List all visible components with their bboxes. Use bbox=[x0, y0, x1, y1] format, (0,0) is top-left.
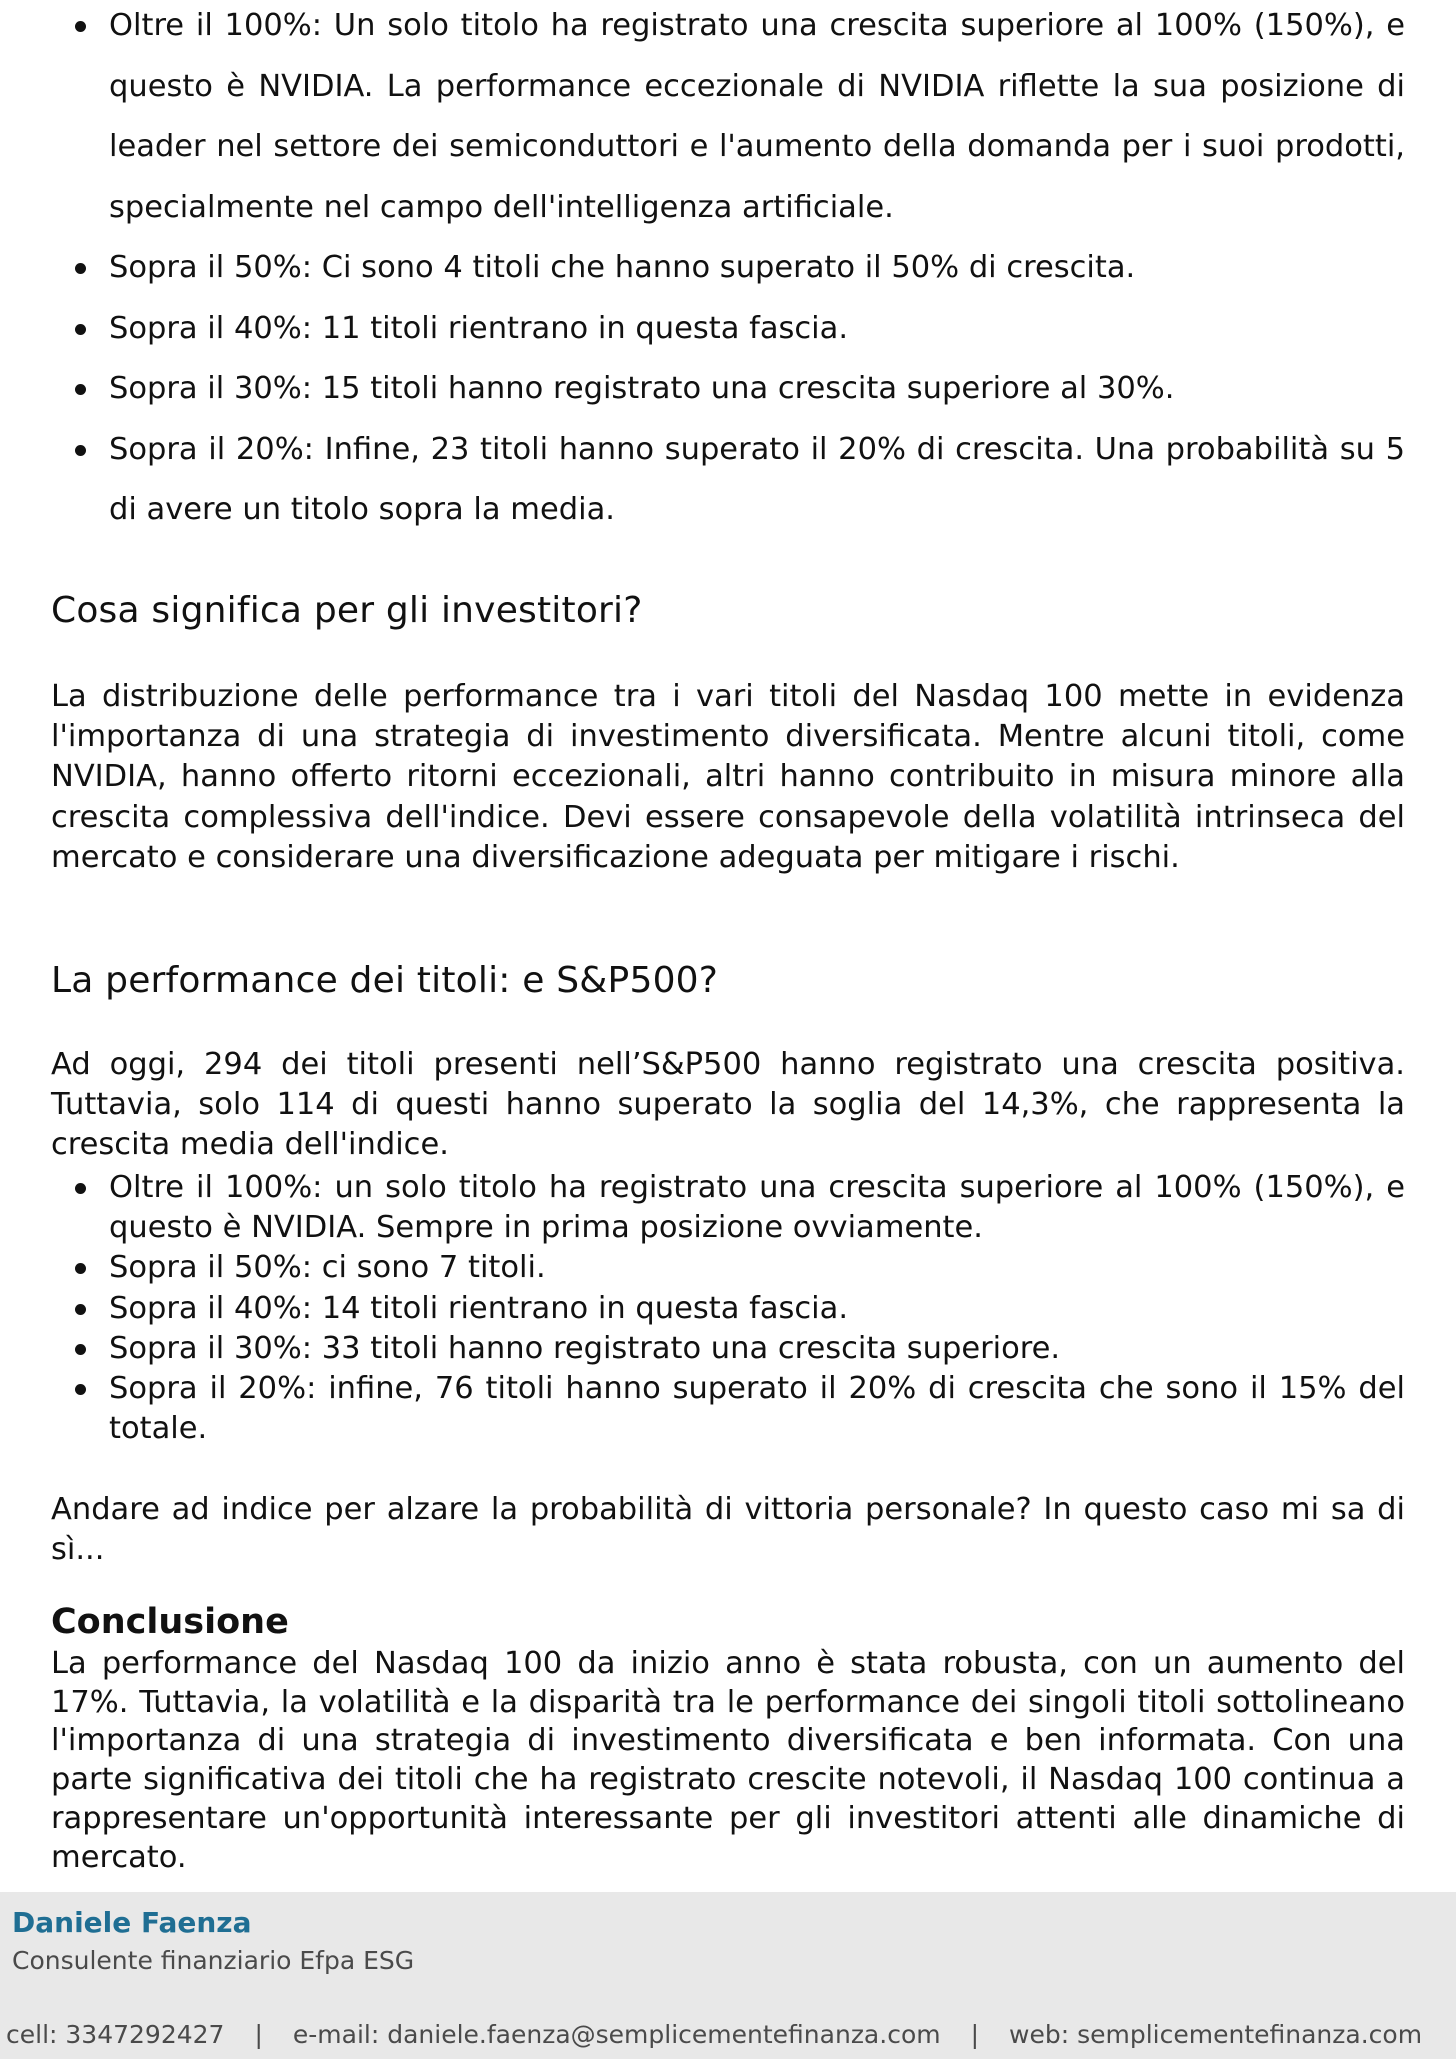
email-link[interactable]: e-mail: daniele.faenza@semplicementefinanza.com bbox=[292, 2020, 941, 2049]
list-item: Oltre il 100%: Un solo titolo ha registrato una crescita superiore al 100% (150%), e questo è NVIDIA. La performance eccezionale di NVIDIA riflette la sua posizione di leader nel settore dei semiconduttori e l'aumento della domanda per i suoi prodotti, specialmente nel campo dell'intelligenza artificiale. bbox=[51, 0, 1405, 238]
conclusion-heading: Conclusione bbox=[51, 1602, 289, 1642]
list-item: Sopra il 50%: ci sono 7 titoli. bbox=[51, 1248, 1405, 1288]
section-heading-sp500: La performance dei titoli: e S&P500? bbox=[51, 960, 719, 1001]
separator: | bbox=[970, 2020, 980, 2049]
sp500-outro-paragraph: Andare ad indice per alzare la probabilità di vittoria personale? In questo caso mi sa di sì... bbox=[51, 1492, 1405, 1568]
conclusion-paragraph: La performance del Nasdaq 100 da inizio anno è stata robusta, con un aumento del 17%. Tuttavia, la volatilità e la disparità tra le performance dei singoli titoli sottolineano l'importanza di una strategia di investimento diversificata e ben informata. Con una parte significativa dei titoli che ha registrato crescite notevoli, il Nasdaq 100 continua a rappresentare un'opportunità interessante per gli investitori attenti alle dinamiche di mercato. bbox=[51, 1646, 1405, 1875]
section-heading-investors: Cosa significa per gli investitori? bbox=[51, 590, 643, 631]
list-item: Sopra il 40%: 11 titoli rientrano in questa fascia. bbox=[51, 299, 1405, 360]
signature-footer bbox=[0, 1892, 1456, 2059]
phone-number[interactable]: cell: 3347292427 bbox=[6, 2020, 225, 2049]
separator: | bbox=[254, 2020, 263, 2049]
list-item: Sopra il 50%: Ci sono 4 titoli che hanno superato il 50% di crescita. bbox=[51, 238, 1405, 299]
website-link[interactable]: web: semplicementefinanza.com bbox=[1009, 2020, 1423, 2049]
nasdaq-performance-list bbox=[51, 0, 1405, 541]
author-name: Daniele Faenza bbox=[12, 1906, 252, 1939]
list-item: Sopra il 30%: 33 titoli hanno registrato una crescita superiore. bbox=[51, 1329, 1405, 1369]
list-item: Oltre il 100%: un solo titolo ha registrato una crescita superiore al 100% (150%), e questo è NVIDIA. Sempre in prima posizione ovviamente. bbox=[51, 1168, 1405, 1248]
list-item: Sopra il 20%: Infine, 23 titoli hanno superato il 20% di crescita. Una probabilità su 5 di avere un titolo sopra la media. bbox=[51, 420, 1405, 541]
list-item: Sopra il 20%: infine, 76 titoli hanno superato il 20% di crescita che sono il 15% del totale. bbox=[51, 1369, 1405, 1449]
sp500-performance-list bbox=[51, 1168, 1405, 1449]
sp500-intro-paragraph: Ad oggi, 294 dei titoli presenti nell’S&P500 hanno registrato una crescita positiva. Tuttavia, solo 114 di questi hanno superato la soglia del 14,3%, che rappresenta la crescita media dell'indice. bbox=[51, 1047, 1405, 1163]
contact-line bbox=[6, 2020, 1422, 2049]
author-role: Consulente finanziario Efpa ESG bbox=[12, 1946, 415, 1975]
list-item: Sopra il 40%: 14 titoli rientrano in questa fascia. bbox=[51, 1289, 1405, 1329]
investors-paragraph: La distribuzione delle performance tra i vari titoli del Nasdaq 100 mette in evidenza l'importanza di una strategia di investimento diversificata. Mentre alcuni titoli, come NVIDIA, hanno offerto ritorni eccezionali, altri hanno contribuito in misura minore alla crescita complessiva dell'indice. Devi essere consapevole della volatilità intrinseca del mercato e considerare una diversificazione adeguata per mitigare i rischi. bbox=[51, 679, 1405, 875]
list-item: Sopra il 30%: 15 titoli hanno registrato una crescita superiore al 30%. bbox=[51, 359, 1405, 420]
